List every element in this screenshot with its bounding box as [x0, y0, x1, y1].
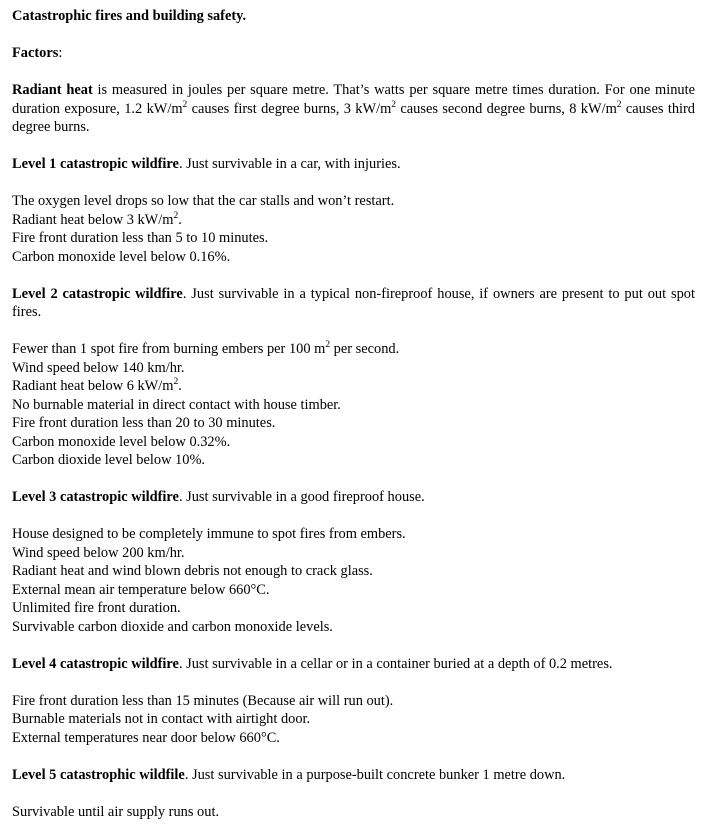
- level2-item: [12, 377, 695, 396]
- level4-item: External temperatures near door below 660°C.: [12, 729, 280, 746]
- level2-item: Carbon monoxide level below 0.32%.: [12, 433, 231, 450]
- superscript: 2: [173, 377, 179, 388]
- spacer: [12, 266, 695, 285]
- level5-desc: . Just survivable in a purpose-built concrete bunker 1 metre down.: [184, 766, 566, 783]
- level3-item: House designed to be completely immune to spot fires from embers.: [12, 526, 406, 542]
- superscript: 2: [173, 210, 179, 221]
- superscript: 2: [391, 99, 397, 110]
- spacer: [12, 322, 695, 341]
- level1-desc: . Just survivable in a car, with injuries.: [178, 156, 401, 172]
- spacer: [12, 63, 695, 82]
- level2-item: [12, 340, 695, 359]
- radiant-heat-paragraph: [12, 81, 695, 137]
- level2-heading: Level 2 catastropic wildfire: [12, 285, 183, 302]
- level2-item-text: per second.: [330, 341, 400, 357]
- level1-item: [12, 211, 695, 230]
- level4-item: Fire front duration less than 15 minutes (Because air will run out).: [12, 692, 394, 709]
- radiant-text-1: is measured in joules per square metre. That’s watts per square metre times duration. For one minute duration exposure, 1.2 kW/m: [12, 82, 695, 117]
- level2-item-text: Radiant heat below 6 kW/m: [12, 378, 174, 394]
- level5-heading: Level 5 catastrophic wildfile: [12, 766, 185, 783]
- level1-item: Carbon monoxide level below 0.16%.: [12, 248, 231, 265]
- document-title: Catastrophic fires and building safety.: [12, 8, 247, 24]
- spacer: [12, 636, 695, 655]
- level3-item: External mean air temperature below 660°C.: [12, 581, 270, 598]
- radiant-heat-term: Radiant heat: [12, 82, 93, 98]
- level3-item: Survivable carbon dioxide and carbon monoxide levels.: [12, 618, 333, 635]
- level1-heading-line: [12, 155, 695, 174]
- level3-item: Radiant heat and wind blown debris not enough to crack glass.: [12, 563, 373, 579]
- level2-item: Wind speed below 140 km/hr.: [12, 359, 185, 376]
- level5-item: Survivable until air supply runs out.: [12, 803, 220, 820]
- radiant-text-2: causes first degree burns, 3 kW/m: [187, 100, 392, 117]
- level5-heading-line: [12, 766, 695, 785]
- level1-item-text: Radiant heat below 3 kW/m: [12, 211, 174, 228]
- spacer: [12, 784, 695, 803]
- level4-desc: . Just survivable in a cellar or in a container buried at a depth of 0.2 metres.: [178, 655, 613, 672]
- spacer: [12, 26, 695, 45]
- period: .: [178, 378, 182, 394]
- spacer: [12, 507, 695, 526]
- level3-desc: . Just survivable in a good fireproof house.: [178, 489, 425, 505]
- factors-label: Factors: [12, 45, 59, 61]
- superscript: 2: [325, 340, 331, 351]
- level2-item: Carbon dioxide level below 10%.: [12, 452, 206, 468]
- factors-heading: [12, 44, 695, 63]
- level4-heading-line: [12, 655, 695, 674]
- radiant-text-3: causes second degree burns, 8 kW/m: [396, 100, 617, 117]
- level4-heading: Level 4 catastropic wildfire: [12, 655, 179, 672]
- spacer: [12, 174, 695, 193]
- superscript: 2: [182, 99, 188, 110]
- period: .: [178, 211, 182, 228]
- level2-item: No burnable material in direct contact with house timber.: [12, 396, 341, 413]
- level1-heading: Level 1 catastropic wildfire: [12, 156, 179, 172]
- level2-heading-line: [12, 285, 695, 322]
- level2-item-text: Fewer than 1 spot fire from burning embers per 100 m: [12, 341, 326, 357]
- radiant-text-4: causes third degree burns.: [12, 100, 695, 135]
- level1-item: The oxygen level drops so low that the car stalls and won’t restart.: [12, 193, 395, 209]
- spacer: [12, 747, 695, 766]
- level4-item: Burnable materials not in contact with airtight door.: [12, 711, 311, 727]
- spacer: [12, 673, 695, 692]
- level3-heading-line: [12, 488, 695, 507]
- factors-colon: :: [58, 45, 63, 61]
- level3-heading: Level 3 catastropic wildfire: [12, 489, 179, 505]
- level3-item: Wind speed below 200 km/hr.: [12, 544, 185, 561]
- level2-item: Fire front duration less than 20 to 30 minutes.: [12, 415, 276, 431]
- spacer: [12, 470, 695, 489]
- superscript: 2: [616, 99, 622, 110]
- level1-item: Fire front duration less than 5 to 10 minutes.: [12, 230, 269, 246]
- level3-item: Unlimited fire front duration.: [12, 600, 181, 616]
- spacer: [12, 137, 695, 156]
- level2-desc: . Just survivable in a typical non-fireproof house, if owners are present to put out spot fires.: [12, 285, 695, 320]
